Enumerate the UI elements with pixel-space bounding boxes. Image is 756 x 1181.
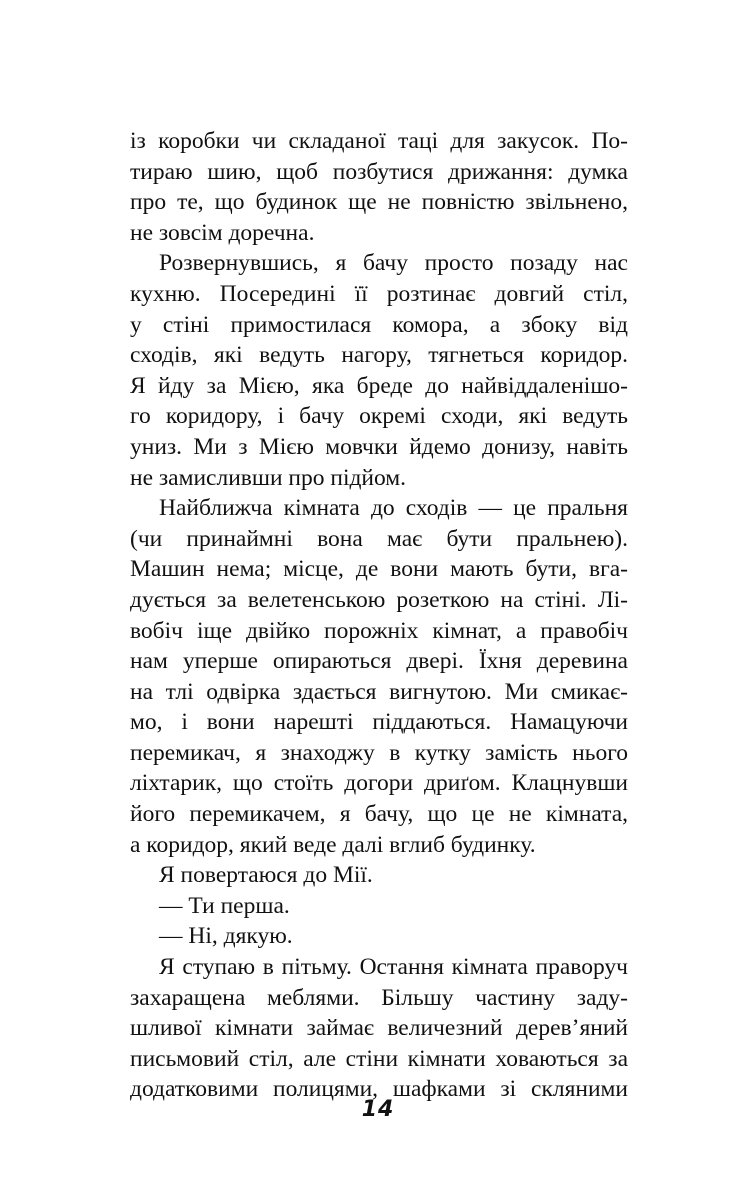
text-line: не замисливши про підйом. (130, 464, 407, 491)
text-line: не зовсім доречна. (130, 219, 315, 246)
text-line: шливої кімнати займає величезний дерев’яний (130, 1015, 628, 1042)
text-line: Я повертаюся до Мії. (159, 862, 373, 889)
text-line: кухню. Посередині її розтинає довгий стіл, (130, 280, 628, 307)
text-line: на тлі одвірка здається вигнутою. Ми смикає- (130, 678, 628, 705)
text-line: Машин нема; місце, де вони мають бути, вга- (130, 556, 628, 583)
dialogue-line: — Ні, дякую. (159, 923, 293, 950)
text-line: тираю шию, щоб позбутися дрижання: думка (130, 158, 628, 185)
text-line: Я йду за Мією, яка бреде до найвіддаленішо- (130, 372, 628, 399)
text-line: а коридор, який веде далі вглиб будинку. (130, 831, 536, 858)
page-number: 14 (361, 1097, 395, 1122)
body-text (130, 126, 628, 1105)
text-line: Найближча кімната до сходів — це пральня (159, 495, 628, 522)
text-line: у стіні примостилася комора, а збоку від (130, 311, 628, 338)
text-line: Я ступаю в пітьму. Остання кімната праворуч (159, 954, 628, 981)
text-line: письмовий стіл, але стіни кімнати ховаються за (130, 1045, 628, 1072)
text-line: захаращена меблями. Більшу частину заду- (130, 984, 628, 1011)
text-line: (чи принаймні вона має бути пральнею). (130, 525, 628, 552)
dialogue-line: — Ти перша. (159, 892, 290, 919)
text-line: додатковими полицями, шафками зі скляними (130, 1076, 628, 1103)
text-line: нам уперше опираються двері. Їхня деревина (130, 648, 628, 675)
text-line: го коридору, і бачу окремі сходи, які ведуть (130, 403, 628, 430)
text-line: вобіч іще двійко порожніх кімнат, а правобіч (130, 617, 628, 644)
text-line: мо, і вони нарешті піддаються. Намацуючи (130, 709, 628, 736)
text-line: ліхтарик, що стоїть догори дриґом. Клацнувши (130, 770, 628, 797)
text-line: униз. Ми з Мією мовчки йдемо донизу, навіть (130, 433, 628, 460)
text-line: Розвернувшись, я бачу просто позаду нас (159, 250, 628, 277)
text-line: дується за велетенською розеткою на стіні. Лі- (130, 586, 628, 613)
text-line: перемикач, я знаходжу в кутку замість нього (130, 739, 628, 766)
text-line: сходів, які ведуть нагору, тягнеться коридор. (130, 342, 628, 369)
text-line: його перемикачем, я бачу, що це не кімната, (130, 801, 628, 828)
text-line: про те, що будинок ще не повністю звільнено, (130, 189, 628, 216)
text-line: із коробки чи складаної таці для закусок. По- (130, 128, 628, 154)
